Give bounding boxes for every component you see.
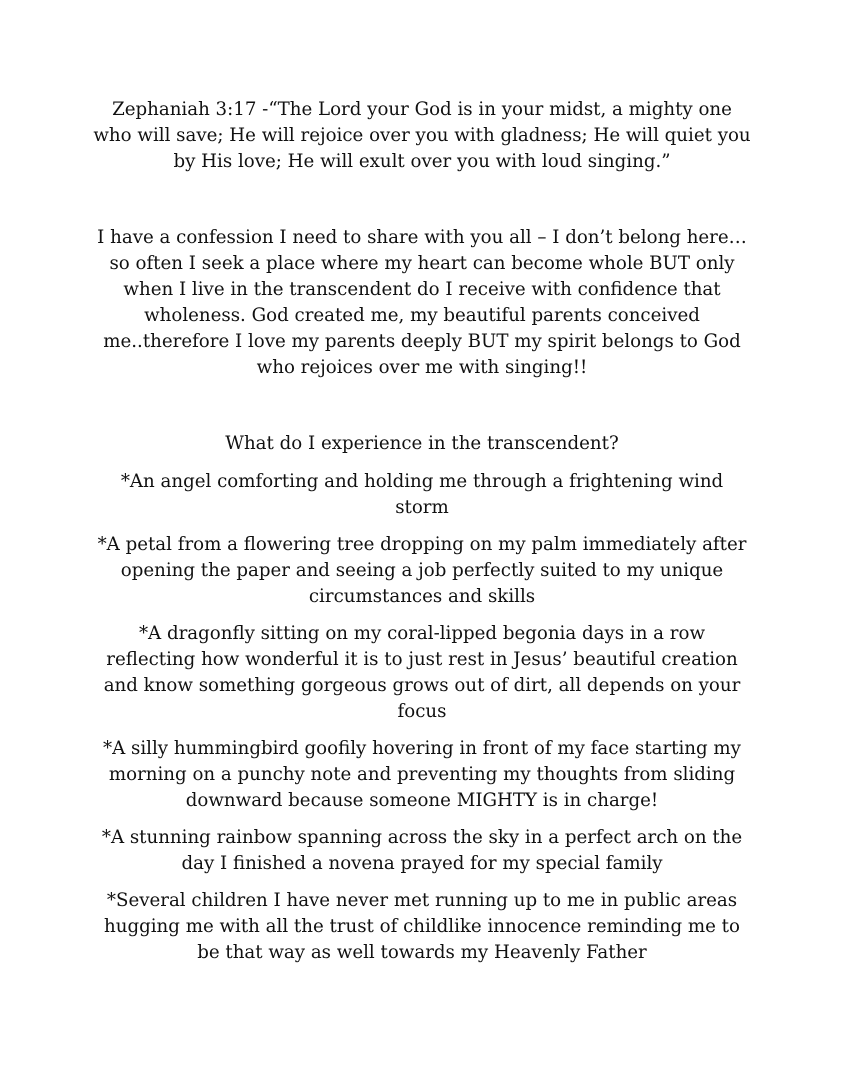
experience-item: *An angel comforting and holding me through a frightening wind storm — [120, 471, 724, 518]
experience-item: *Several children I have never met running up to me in public areas hugging me with all the trust of childlike innocence reminding me to be that way as well towards my Heavenly Father — [104, 890, 740, 963]
document-body — [92, 97, 752, 977]
experience-item: *A petal from a flowering tree dropping on my palm immediately after opening the paper and seeing a job perfectly suited to my unique circumstances and skills — [97, 534, 747, 607]
experience-item: *A dragonfly sitting on my coral-lipped begonia days in a row reflecting how wonderful it is to just rest in Jesus’ beautiful creation and know something gorgeous grows out of dirt, all depends on your focus — [103, 623, 741, 722]
scripture-verse: Zephaniah 3:17 -“The Lord your God is in your midst, a mighty one who will save; He will rejoice over you with gladness; He will quiet you by His love; He will exult over you with loud singing.” — [93, 99, 751, 172]
confession-paragraph: I have a confession I need to share with you all – I don’t belong here…so often I seek a place where my heart can become whole BUT only when I live in the transcendent do I receive with confidence that wholeness. God created me, my beautiful parents conceived me..therefore I love my parents deeply BUT my spirit belongs to God who rejoices over me with singing!! — [97, 227, 747, 378]
question-line: What do I experience in the transcendent? — [225, 433, 619, 454]
experience-item: *A silly hummingbird goofily hovering in front of my face starting my morning on a punchy note and preventing my thoughts from sliding downward because someone MIGHTY is in charge! — [103, 738, 741, 811]
experience-item: *A stunning rainbow spanning across the sky in a perfect arch on the day I finished a novena prayed for my special family — [101, 827, 743, 874]
